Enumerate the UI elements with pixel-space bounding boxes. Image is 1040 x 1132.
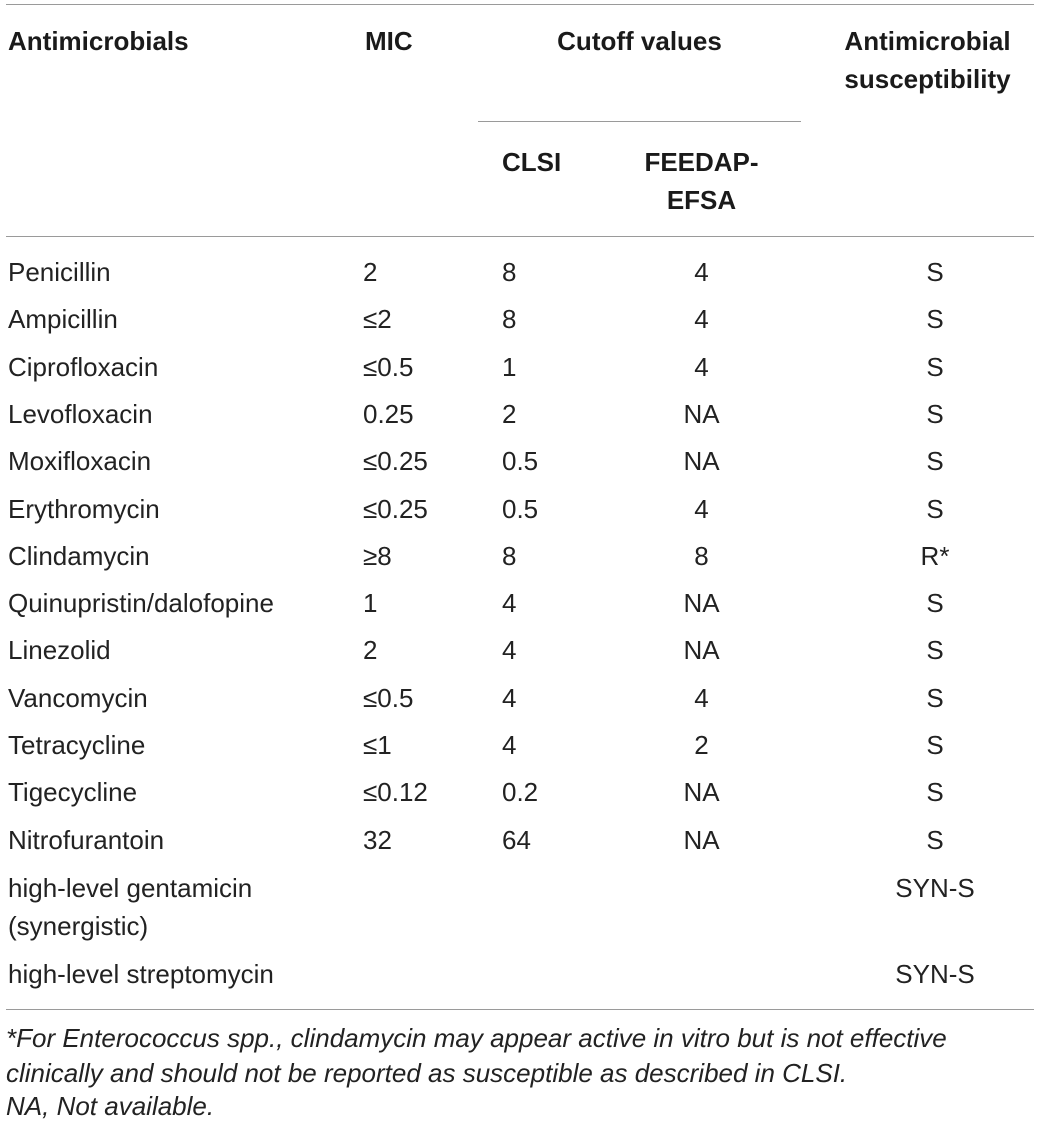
drug-name-cell: Quinupristin/dalofopine [8,588,274,619]
mic-cell: 1 [363,588,378,619]
header-cutoff-values: Cutoff values [557,26,722,56]
drug-name-cell: Penicillin [8,257,111,287]
table-row [0,538,1040,574]
susceptibility-cell: S [926,777,944,808]
special-row-streptomycin-name: high-level streptomycin [8,959,274,989]
mic-cell: ≤0.5 [363,351,414,382]
susceptibility-cell: S [926,304,944,335]
mic-cell: ≤1 [363,730,392,760]
feedap-efsa-cutoff-cell: 8 [694,540,709,571]
susceptibility-cell: S [926,588,944,619]
susceptibility-cell: S [926,351,944,382]
table-row [0,585,1040,621]
clsi-cutoff-cell: 4 [502,635,517,666]
mic-cell: ≤0.25 [363,493,428,524]
drug-name-cell: Tetracycline [8,730,146,760]
clsi-cutoff-cell: 4 [502,588,517,619]
drug-name-cell: Moxifloxacin [8,446,152,477]
clsi-cutoff-cell: 2 [502,398,517,429]
special-row-gentamicin-line2: (synergistic) [8,911,149,941]
header-feedap-line1: FEEDAP- [644,147,759,177]
table-top-rule [6,4,1034,5]
mic-cell: 2 [363,257,378,287]
header-feedap-line2: EFSA [666,185,737,215]
mic-cell: ≤2 [363,304,392,335]
feedap-efsa-cutoff-cell: 4 [694,682,709,713]
header-antimicrobials: Antimicrobials [8,26,189,56]
header-susceptibility-line2: susceptibility [844,64,1011,94]
susceptibility-cell: S [926,824,944,855]
table-row [0,774,1040,810]
clsi-cutoff-cell: 8 [502,304,517,335]
mic-cell: 2 [363,635,378,666]
drug-name-cell: Vancomycin [8,682,148,713]
susceptibility-cell: S [926,682,944,713]
header-clsi: CLSI [502,147,562,177]
clsi-cutoff-cell: 8 [502,540,517,571]
drug-name-cell: Levofloxacin [8,398,153,429]
clsi-cutoff-cell: 0.2 [502,777,539,808]
drug-name-cell: Ampicillin [8,304,118,335]
susceptibility-cell: S [926,730,944,760]
drug-name-cell: Nitrofurantoin [8,824,165,855]
table-row [0,396,1040,432]
clsi-cutoff-cell: 8 [502,257,517,287]
footnote-na: NA, Not available. [6,1091,215,1121]
table-row [0,301,1040,337]
mic-cell: ≥8 [363,540,392,571]
feedap-efsa-cutoff-cell: NA [683,824,720,855]
special-row-gentamicin-line1: high-level gentamicin [8,873,253,903]
feedap-efsa-cutoff-cell: NA [683,446,720,477]
mic-cell: ≤0.25 [363,446,428,477]
clsi-cutoff-cell: 4 [502,682,517,713]
feedap-efsa-cutoff-cell: NA [683,398,720,429]
susceptibility-cell: S [926,446,944,477]
footnote-line1: *For Enterococcus spp., clindamycin may appear active in vitro but is not effective [6,1023,947,1053]
susceptibility-cell: S [926,635,944,666]
header-susceptibility [815,22,1040,98]
susceptibility-cell: S [926,257,944,287]
header-feedap-efsa [600,143,803,219]
feedap-efsa-cutoff-cell: 4 [694,304,709,335]
special-row-gentamicin-susceptibility: SYN-S [895,873,975,903]
drug-name-cell: Linezolid [8,635,111,666]
mic-cell: 0.25 [363,398,414,429]
header-bottom-rule [6,236,1034,237]
table-row [0,254,1040,290]
drug-name-cell: Erythromycin [8,493,160,524]
feedap-efsa-cutoff-cell: NA [683,777,720,808]
clsi-cutoff-cell: 0.5 [502,446,539,477]
header-mic: MIC [365,26,413,56]
table-row [0,727,1040,763]
feedap-efsa-cutoff-cell: 4 [694,351,709,382]
table-row [0,349,1040,385]
feedap-efsa-cutoff-cell: 2 [694,730,709,760]
clsi-cutoff-cell: 0.5 [502,493,539,524]
clsi-cutoff-cell: 4 [502,730,517,760]
feedap-efsa-cutoff-cell: NA [683,635,720,666]
susceptibility-cell: R* [920,540,950,571]
table-row [0,822,1040,858]
clsi-cutoff-cell: 64 [502,824,531,855]
header-susceptibility-line1: Antimicrobial [844,26,1011,56]
table-bottom-rule [6,1009,1034,1010]
mic-cell: 32 [363,824,392,855]
cutoff-subheader-rule [478,121,801,122]
feedap-efsa-cutoff-cell: NA [683,588,720,619]
table-row [0,491,1040,527]
susceptibility-cell: S [926,398,944,429]
clsi-cutoff-cell: 1 [502,351,517,382]
feedap-efsa-cutoff-cell: 4 [694,257,709,287]
mic-cell: ≤0.5 [363,682,414,713]
footnote-line2: clinically and should not be reported as susceptible as described in CLSI. [6,1058,848,1088]
drug-name-cell: Ciprofloxacin [8,351,159,382]
special-row-gentamicin-name [8,869,252,945]
special-row-streptomycin-susceptibility: SYN-S [895,959,975,989]
feedap-efsa-cutoff-cell: 4 [694,493,709,524]
drug-name-cell: Tigecycline [8,777,138,808]
table-row [0,443,1040,479]
mic-cell: ≤0.12 [363,777,428,808]
table-row [0,632,1040,668]
table-row [0,680,1040,716]
susceptibility-cell: S [926,493,944,524]
drug-name-cell: Clindamycin [8,540,150,571]
